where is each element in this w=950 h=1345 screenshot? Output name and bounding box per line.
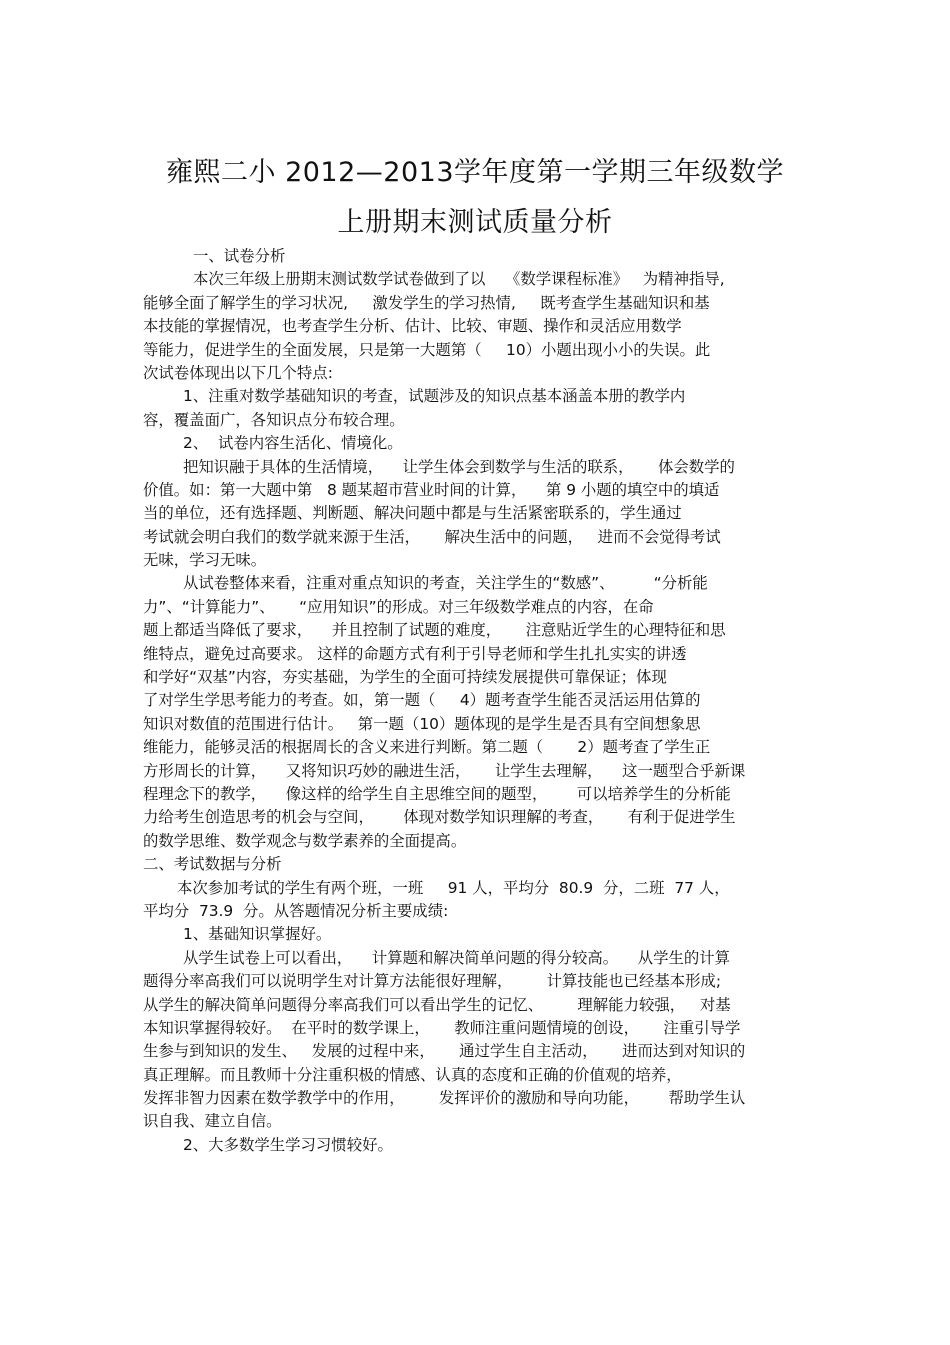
section-heading: 一、试卷分析 (193, 247, 286, 265)
text-line: 和学好“双基”内容，夯实基础，为学生的全面可持续发展提供可靠保证；体现 (143, 668, 667, 687)
text-line: 力给考生创造思考的机会与空间， 体现对数学知识理解的考查， 有利于促进学生 (143, 808, 736, 827)
text-line: 1、注重对数学基础知识的考查，试题涉及的知识点基本涵盖本册的教学内 (183, 387, 686, 406)
text-line: 等能力，促进学生的全面发展，只是第一大题第（ 10）小题出现小小的失误。此 (143, 340, 711, 359)
text-line: 题上都适当降低了要求， 并且控制了试题的难度， 注意贴近学生的心理特征和思 (143, 621, 726, 640)
text-line: 维特点，避免过高要求。 这样的命题方式有利于引导老师和学生扎扎实实的讲透 (143, 644, 687, 663)
document-body (143, 245, 808, 1157)
text-line: 本次三年级上册期末测试数学试卷做到了以 《数学课程标准》 为精神指导, (193, 270, 725, 289)
text-line: 本技能的掌握情况，也考查学生分析、估计、比较、审题、操作和灵活应用数学 (143, 317, 682, 336)
text-line: 能够全面了解学生的学习状况, 激发学生的学习热情, 既考查学生基础知识和基 (143, 293, 710, 312)
text-line: 当的单位，还有选择题、判断题、解决问题中都是与生活紧密联系的，学生通过 (143, 504, 682, 523)
text-line: 平均分 73.9 分。从答题情况分析主要成绩: (143, 901, 449, 920)
text-line: 本次参加考试的学生有两个班，一班 91 人，平均分 80.9 分，二班 77 人， (177, 878, 730, 897)
text-line: 无味，学习无味。 (143, 551, 267, 570)
text-line: 本知识掌握得较好。 在平时的数学课上， 教师注重问题情境的创设， 注重引导学 (143, 1018, 741, 1037)
document-title-line-2: 上册期末测试质量分析 (337, 207, 613, 238)
text-line: 从试卷整体来看，注重对重点知识的考查，关注学生的“数感”、 “分析能 (183, 574, 708, 593)
text-line: 从学生的解决简单问题得分率高我们可以看出学生的记忆、 理解能力较强， 对基 (143, 995, 731, 1014)
text-line: 生参与到知识的发生、 发展的过程中来， 通过学生自主活动， 进而达到对知识的 (143, 1042, 746, 1061)
document-title-line-1: 雍熙二小 2012—2013学年度第一学期三年级数学 (165, 157, 784, 188)
text-line: 考试就会明白我们的数学就来源于生活， 解决生活中的问题， 进而不会觉得考试 (143, 527, 721, 546)
text-line: 程理念下的教学， 像这样的给学生自主思维空间的题型， 可以培养学生的分析能 (143, 784, 731, 803)
text-line: 2、 试卷内容生活化、情境化。 (183, 434, 403, 453)
text-line: 题得分率高我们可以说明学生对计算方法能很好理解， 计算技能也已经基本形成; (143, 972, 722, 991)
text-line: 2、大多数学生学习习惯较好。 (183, 1135, 393, 1154)
text-line: 的数学思维、数学观念与数学素养的全面提高。 (143, 831, 467, 850)
text-line: 容，覆盖面广，各知识点分布较合理。 (143, 410, 405, 429)
text-line: 把知识融于具体的生活情境， 让学生体会到数学与生活的联系， 体会数学的 (183, 457, 735, 476)
text-line: 力”、“计算能力”、 “应用知识”的形成。对三年级数学难点的内容，在命 (143, 597, 654, 616)
text-line: 识自我、建立自信。 (143, 1112, 282, 1131)
text-line: 真正理解。而且教师十分注重积极的情感、认真的态度和正确的价值观的培养， (143, 1065, 682, 1084)
text-line: 次试卷体现出以下几个特点: (143, 363, 333, 382)
text-line: 发挥非智力因素在数学教学中的作用， 发挥评价的激励和导向功能， 帮助学生认 (143, 1089, 746, 1108)
text-line: 知识对数值的范围进行估计。 第一题（10）题体现的是学生是否具有空间想象思 (143, 714, 701, 733)
text-line: 了对学生学思考能力的考查。如，第一题（ 4）题考查学生能否灵活运用估算的 (143, 691, 701, 710)
text-line: 方形周长的计算， 又将知识巧妙的融进生活， 让学生去理解， 这一题型合乎新课 (143, 761, 746, 780)
text-line: 价值。如：第一大题中第 8 题某超市营业时间的计算， 第 9 小题的填空中的填适 (143, 480, 720, 499)
text-line: 从学生试卷上可以看出， 计算题和解决简单问题的得分较高。 从学生的计算 (183, 948, 731, 967)
text-line: 维能力，能够灵活的根据周长的含义来进行判断。第二题（ 2）题考查了学生正 (143, 738, 711, 757)
section-heading: 二、考试数据与分析 (143, 855, 282, 874)
text-line: 1、基础知识掌握好。 (183, 925, 332, 944)
